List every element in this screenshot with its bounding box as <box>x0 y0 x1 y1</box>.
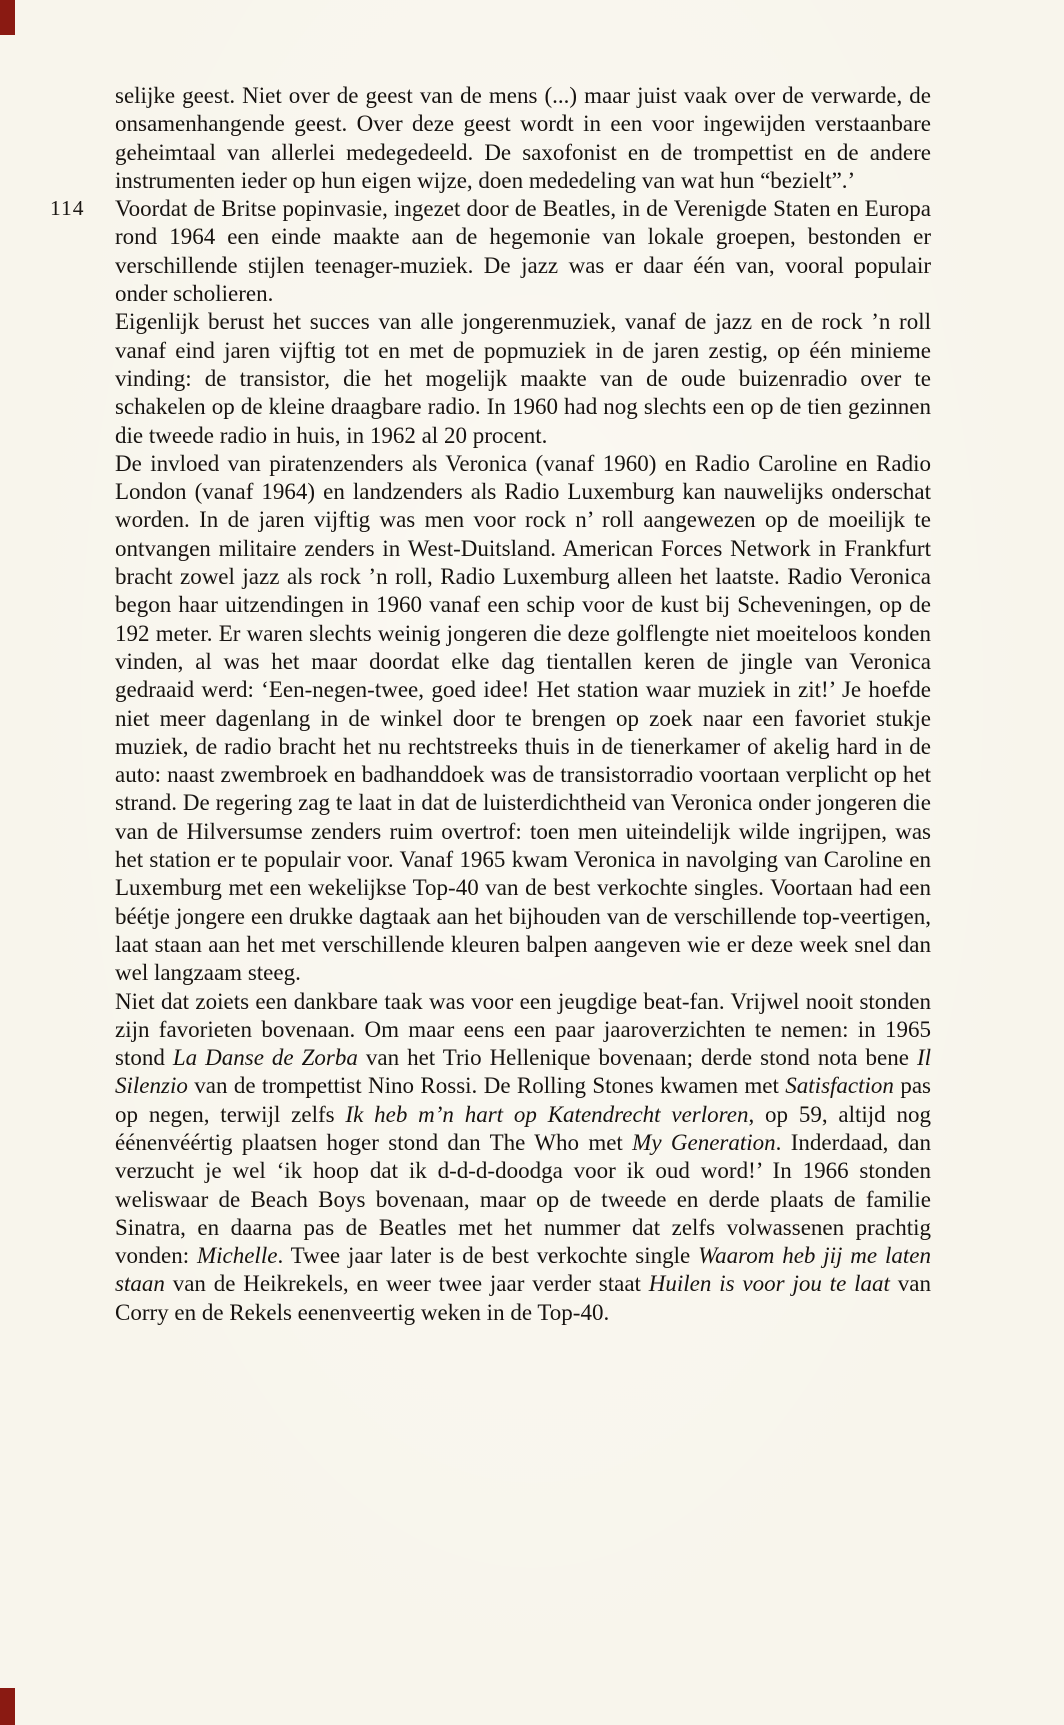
text-run: van de Heikrekels, en weer twee jaar verder staat <box>164 1271 649 1297</box>
text-run: selijke geest. Niet over de geest van de mens (...) maar juist vaak over de verwarde, de onsamenhangende geest. Over deze geest wordt in een voor ingewijden verstaanbare geheimtaal van allerlei medegedeeld. De saxofonist en de trompettist en de andere instrumenten ieder op hun eigen wijze, doen mededeling van wat hun “bezielt”.’ <box>115 83 931 193</box>
text-run: Voordat de Britse popinvasie, ingezet door de Beatles, in de Verenigde Staten en Europa rond 1964 een einde maakte aan de hegemonie van lokale groepen, bestonden er verschillende stijlen teenager-muziek. De jazz was er daar één van, vooral populair onder scholieren. <box>115 196 931 307</box>
page-number: 114 <box>50 196 85 220</box>
text-run: pas op negen, terwijl zelfs <box>115 1073 931 1127</box>
italic-title-text: Il Silenzio <box>115 1045 931 1099</box>
text-run: van het Trio Hellenique bovenaan; derde stond nota bene <box>357 1045 917 1071</box>
paragraph <box>115 450 931 988</box>
scan-edge-mark-bottom <box>0 1688 15 1725</box>
italic-title-text: Ik heb m’n hart op Katendrecht verloren <box>345 1101 749 1127</box>
italic-title-text: Waarom heb jij me laten staan <box>115 1243 931 1297</box>
text-run: , op 59, altijd nog éénenvéértig plaatsen hoger stond dan The Who met <box>115 1101 932 1155</box>
paragraph <box>115 82 931 195</box>
text-run: De invloed van piratenzenders als Veronica (vanaf 1960) en Radio Caroline en Radio London (vanaf 1964) en landzenders als Radio Luxemburg kan nauwelijks onderschat worden. In de jaren vijftig was men voor rock n’ roll aangewezen op de moeilijk te ontvangen militaire zenders in West-Duitsland. American Forces Network in Frankfurt bracht zowel jazz als rock ’n roll, Radio Luxemburg alleen het laatste. Radio Veronica begon haar uitzendingen in 1960 vanaf een schip voor de kust bij Scheveningen, op de 192 meter. Er waren slechts weinig jongeren die deze golflengte niet moeiteloos konden vinden, al was het maar doordat elke dag tientallen keren de jingle van Veronica gedraaid werd: ‘Een-negen-twee, goed idee! Het station waar muziek in zit!’ Je hoefde niet meer dagenlang in de winkel door te brengen op zoek naar een favoriet stukje muziek, de radio bracht het nu rechtstreeks thuis in de tienerkamer of akelig hard in de auto: naast zwembroek en badhanddoek was de transistorradio voortaan verplicht op het strand. De regering zag te laat in dat de luisterdichtheid van Veronica onder jongeren die van de Hilversumse zenders ruim overtrof: toen men uiteindelijk wilde ingrijpen, was het station er te populair voor. Vanaf 1965 kwam Veronica in navolging van Caroline en Luxemburg met een wekelijkse Top-40 van de best verkochte singles. Voortaan had een béétje jongere een drukke dagtaak aan het bijhouden van de verschillende top-veertigen, laat staan aan het met verschillende kleuren balpen aangeven wie er deze week snel dan wel langzaam steeg. <box>115 450 931 986</box>
italic-title-text: Satisfaction <box>785 1073 894 1099</box>
text-block <box>115 82 931 1327</box>
text-run: Eigenlijk berust het succes van alle jongerenmuziek, vanaf de jazz en de rock ’n roll vanaf eind jaren vijftig tot en met de popmuziek in de jaren zestig, op één minieme vinding: de transistor, die het mogelijk maakte van de oude buizenradio over te schakelen op de kleine draagbare radio. In 1960 had nog slechts een op de tien gezinnen die tweede radio in huis, in 1962 al 20 procent. <box>115 309 931 448</box>
italic-title-text: Huilen is voor jou te laat <box>648 1271 890 1297</box>
paragraph <box>115 195 931 308</box>
text-run: van de trompettist Nino Rossi. De Rolling Stones kwamen met <box>187 1073 786 1099</box>
paragraph <box>115 308 931 449</box>
paragraph <box>115 988 931 1328</box>
text-run: van Corry en de Rekels eenenveertig weken in de Top-40. <box>115 1271 931 1325</box>
italic-title-text: Michelle <box>196 1243 278 1269</box>
scan-edge-mark-top <box>0 0 15 35</box>
italic-title-text: La Danse de Zorba <box>172 1045 358 1071</box>
italic-title-text: My Generation <box>632 1129 776 1155</box>
text-run: . Twee jaar later is de best verkochte single <box>277 1243 699 1269</box>
text-run: Niet dat zoiets een dankbare taak was voor een jeugdige beat-fan. Vrijwel nooit stonden zijn favorieten bovenaan. Om maar eens een paar jaaroverzichten te nemen: in 1965 stond <box>115 988 931 1071</box>
text-run: . Inderdaad, dan verzucht je wel ‘ik hoop dat ik d-d-d-doodga voor ik oud word!’ In 1966 stonden weliswaar de Beach Boys bovenaan, maar op de tweede en derde plaats de familie Sinatra, en daarna pas de Beatles met het nummer dat zelfs volwassenen prachtig vonden: <box>115 1129 931 1269</box>
